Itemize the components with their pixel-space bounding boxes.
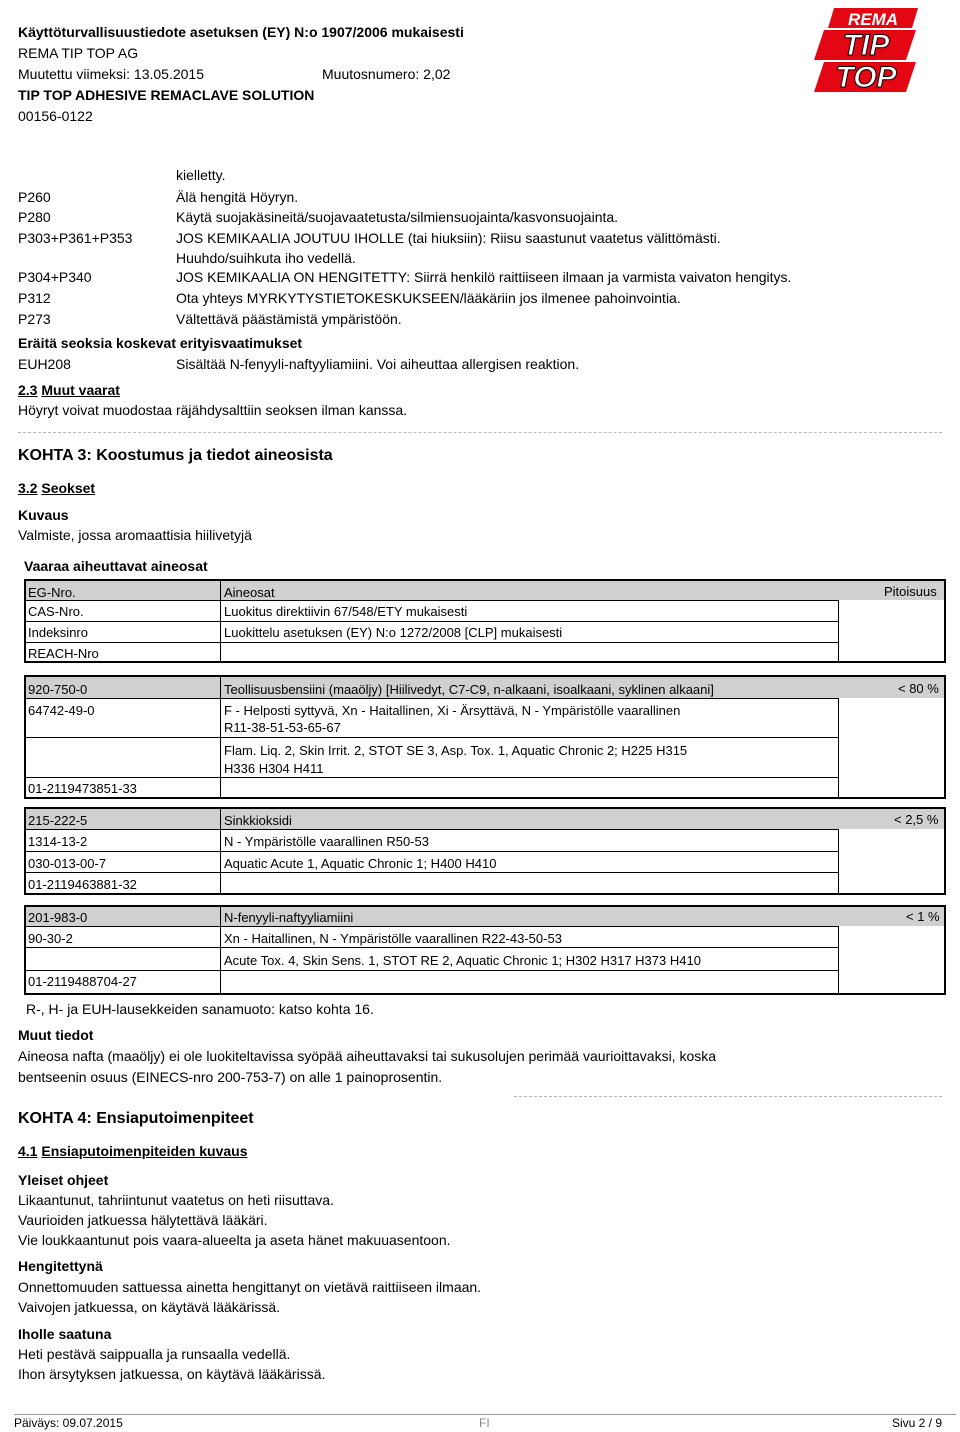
p-code: P280 bbox=[18, 209, 51, 225]
section-title: Ensiaputoimenpiteiden kuvaus bbox=[41, 1143, 248, 1159]
section-3-title: KOHTA 3: Koostumus ja tiedot aineosista bbox=[18, 447, 333, 464]
table-border bbox=[838, 600, 839, 662]
inhalation-text: Onnettomuuden sattuessa ainetta hengittanyt on vietävä raittiiseen ilmaan. bbox=[18, 1279, 482, 1295]
statement-text: JOS KEMIKAALIA ON HENGITETTY: Siirrä henkilö raittiiseen ilmaan ja varmista vaivaton hengitys. bbox=[176, 269, 792, 285]
svg-text:REMA: REMA bbox=[847, 10, 899, 29]
cell-cas: 90-30-2 bbox=[28, 931, 73, 946]
table-border bbox=[24, 872, 839, 873]
cell-cas: 1314-13-2 bbox=[28, 834, 88, 849]
header-eg: EG-Nro. bbox=[28, 585, 76, 600]
general-text: Vaurioiden jatkuessa hälytettävä lääkäri. bbox=[18, 1212, 268, 1228]
cell-cas: 64742-49-0 bbox=[28, 703, 95, 718]
table-border bbox=[24, 905, 946, 907]
table-border bbox=[24, 926, 839, 927]
table-border bbox=[24, 698, 839, 699]
skin-text: Heti pestävä saippualla ja runsaalla vedellä. bbox=[18, 1346, 291, 1362]
cell-concentration: < 1 % bbox=[906, 909, 940, 924]
cell-index: 030-013-00-7 bbox=[28, 856, 107, 871]
revision-number: Muutosnumero: 2,02 bbox=[322, 66, 451, 82]
skin-text: Ihon ärsytyksen jatkuessa, on käytävä lääkärissä. bbox=[18, 1366, 326, 1382]
cell-concentration: < 2,5 % bbox=[894, 812, 939, 827]
table-border bbox=[24, 993, 946, 995]
table-border bbox=[24, 600, 839, 601]
table-border bbox=[24, 661, 946, 663]
table-border bbox=[944, 906, 946, 994]
other-info-text: Aineosa nafta (maaöljy) ei ole luokiteltavissa syöpää aiheuttavaksi tai sukusolujen perimää vaurioittavaksi, koska bbox=[18, 1048, 717, 1064]
cell-clp: Acute Tox. 4, Skin Sens. 1, STOT RE 2, Aquatic Chronic 1; H302 H317 H373 H410 bbox=[224, 953, 701, 968]
p-code: P312 bbox=[18, 290, 51, 306]
statement-text: Huuhdo/suihkuta iho vedellä. bbox=[176, 250, 356, 266]
statement-text: Älä hengitä Höyryn. bbox=[176, 189, 299, 205]
description-text: Valmiste, jossa aromaattisia hiilivetyjä bbox=[18, 527, 252, 543]
general-text: Likaantunut, tahriintunut vaatetus on heti riisuttava. bbox=[18, 1192, 334, 1208]
hazardous-components-title: Vaaraa aiheuttavat aineosat bbox=[24, 558, 208, 574]
table-border bbox=[24, 829, 839, 830]
cell-substance-name: N-fenyyli-naftyyliamiini bbox=[224, 910, 354, 925]
statement-text: Käytä suojakäsineitä/suojavaatetusta/silmiensuojainta/kasvonsuojainta. bbox=[176, 209, 619, 225]
table-border bbox=[24, 893, 946, 895]
table-border bbox=[24, 621, 839, 622]
description-label: Kuvaus bbox=[18, 507, 69, 523]
cell-eg: 920-750-0 bbox=[28, 682, 88, 697]
statement-text: kielletty. bbox=[176, 167, 226, 183]
statement-text: JOS KEMIKAALIA JOUTUU IHOLLE (tai hiuksiin): Riisu saastunut vaatetus välittömästi. bbox=[176, 230, 721, 246]
inhalation-label: Hengitettynä bbox=[18, 1258, 103, 1274]
table-border bbox=[24, 777, 839, 778]
cell-concentration: < 80 % bbox=[898, 681, 939, 696]
table-border bbox=[24, 906, 26, 994]
product-name: TIP TOP ADHESIVE REMACLAVE SOLUTION bbox=[18, 87, 315, 103]
cell-substance-name: Sinkkioksidi bbox=[224, 813, 292, 828]
cell-clp-h: H336 H304 H411 bbox=[224, 761, 324, 776]
table-border bbox=[944, 580, 946, 662]
p-code: P303+P361+P353 bbox=[18, 230, 133, 246]
modified-date: Muutettu viimeksi: 13.05.2015 bbox=[18, 66, 204, 82]
cell-eg: 215-222-5 bbox=[28, 813, 88, 828]
header-dsd: Luokitus direktiivin 67/548/ETY mukaisesti bbox=[224, 604, 468, 619]
cell-dsd-r: R11-38-51-53-65-67 bbox=[224, 720, 341, 735]
section-number: 4.1 bbox=[18, 1143, 38, 1159]
table-border bbox=[220, 906, 221, 994]
header-clp: Luokittelu asetuksen (EY) N:o 1272/2008 [CLP] mukaisesti bbox=[224, 625, 563, 640]
footer-language: FI bbox=[479, 1416, 490, 1430]
section-divider bbox=[18, 432, 942, 433]
table-border bbox=[24, 579, 946, 581]
cell-clp: Aquatic Acute 1, Aquatic Chronic 1; H400 H410 bbox=[224, 856, 497, 871]
table-border bbox=[24, 970, 839, 971]
table-border bbox=[944, 676, 946, 798]
section-3-2-heading bbox=[18, 480, 95, 496]
cell-reach: 01-2119463881-32 bbox=[28, 877, 137, 892]
company-name: REMA TIP TOP AG bbox=[18, 45, 139, 61]
header-concentration: Pitoisuus bbox=[884, 584, 937, 599]
other-info-text: bentseenin osuus (EINECS-nro 200-753-7) on alle 1 painoprosentin. bbox=[18, 1069, 443, 1085]
other-info-label: Muut tiedot bbox=[18, 1027, 94, 1043]
section-4-title: KOHTA 4: Ensiaputoimenpiteet bbox=[18, 1110, 254, 1127]
table-border bbox=[838, 926, 839, 994]
table-border bbox=[24, 675, 946, 677]
table-footnote: R-, H- ja EUH-lausekkeiden sanamuoto: katso kohta 16. bbox=[26, 1001, 374, 1017]
row-shade bbox=[24, 808, 839, 829]
header-reach: REACH-Nro bbox=[28, 646, 99, 661]
row-shade bbox=[24, 906, 839, 926]
section-title: Seokset bbox=[41, 480, 96, 496]
table-border bbox=[24, 851, 839, 852]
section-title: Muut vaarat bbox=[41, 382, 120, 398]
general-label: Yleiset ohjeet bbox=[18, 1172, 109, 1188]
cell-substance-name: Teollisuusbensiini (maaöljy) [Hiilivedyt, C7-C9, n-alkaani, isoalkaani, syklinen alkaani] bbox=[224, 682, 714, 697]
statement-text: Ota yhteys MYRKYTYSTIETOKESKUKSEEN/lääkäriin jos ilmenee pahoinvointia. bbox=[176, 290, 681, 306]
footer-page: Sivu 2 / 9 bbox=[892, 1416, 943, 1430]
skin-label: Iholle saatuna bbox=[18, 1326, 112, 1342]
cell-dsd: N - Ympäristölle vaarallinen R50-53 bbox=[224, 834, 429, 849]
cell-dsd: F - Helposti syttyvä, Xn - Haitallinen, Xi - Ärsyttävä, N - Ympäristölle vaarallinen bbox=[224, 703, 681, 718]
header-cas: CAS-Nro. bbox=[28, 604, 84, 619]
table-border bbox=[24, 797, 946, 799]
other-hazards-text: Höyryt voivat muodostaa räjähdysalttiin seoksen ilman kanssa. bbox=[18, 402, 408, 418]
section-number: 2.3 bbox=[18, 382, 38, 398]
svg-text:TIP: TIP bbox=[842, 29, 890, 62]
p-code: P273 bbox=[18, 311, 51, 327]
special-requirements-title: Eräitä seoksia koskevat erityisvaatimukset bbox=[18, 335, 303, 351]
section-4-1-heading bbox=[18, 1143, 248, 1159]
table-border bbox=[838, 698, 839, 798]
cell-reach: 01-2119473851-33 bbox=[28, 781, 137, 796]
cell-reach: 01-2119488704-27 bbox=[28, 974, 137, 989]
p-code: P304+P340 bbox=[18, 269, 92, 285]
table-border bbox=[24, 642, 839, 643]
cell-eg: 201-983-0 bbox=[28, 910, 88, 925]
section-number: 3.2 bbox=[18, 480, 38, 496]
statement-text: Vältettävä päästämistä ympäristöön. bbox=[176, 311, 402, 327]
header-shade bbox=[24, 580, 946, 600]
footer-date: Päiväys: 09.07.2015 bbox=[14, 1416, 123, 1430]
euh-code: EUH208 bbox=[18, 356, 71, 372]
header-index: Indeksinro bbox=[28, 625, 88, 640]
product-number: 00156-0122 bbox=[18, 108, 93, 124]
footer-rule bbox=[14, 1414, 956, 1415]
header-substance: Aineosat bbox=[224, 585, 275, 600]
euh-text: Sisältää N-fenyyli-naftyyliamiini. Voi aiheuttaa allergisen reaktion. bbox=[176, 356, 580, 372]
cell-clp: Flam. Liq. 2, Skin Irrit. 2, STOT SE 3, Asp. Tox. 1, Aquatic Chronic 2; H225 H315 bbox=[224, 743, 688, 758]
rema-tip-top-logo bbox=[812, 6, 922, 94]
table-border bbox=[24, 947, 839, 948]
section-2-3-heading bbox=[18, 382, 120, 398]
document-title: Käyttöturvallisuustiedote asetuksen (EY) N:o 1907/2006 mukaisesti bbox=[18, 24, 464, 40]
general-text: Vie loukkaantunut pois vaara-alueelta ja aseta hänet makuuasentoon. bbox=[18, 1232, 451, 1248]
p-code: P260 bbox=[18, 189, 51, 205]
cell-dsd: Xn - Haitallinen, N - Ympäristölle vaarallinen R22-43-50-53 bbox=[224, 931, 562, 946]
section-divider bbox=[514, 1096, 942, 1097]
svg-text:TOP: TOP bbox=[835, 61, 897, 94]
table-border bbox=[24, 737, 839, 738]
inhalation-text: Vaivojen jatkuessa, on käytävä lääkärissä. bbox=[18, 1299, 280, 1315]
table-border bbox=[838, 829, 839, 894]
table-border bbox=[24, 807, 946, 809]
table-border bbox=[944, 808, 946, 894]
